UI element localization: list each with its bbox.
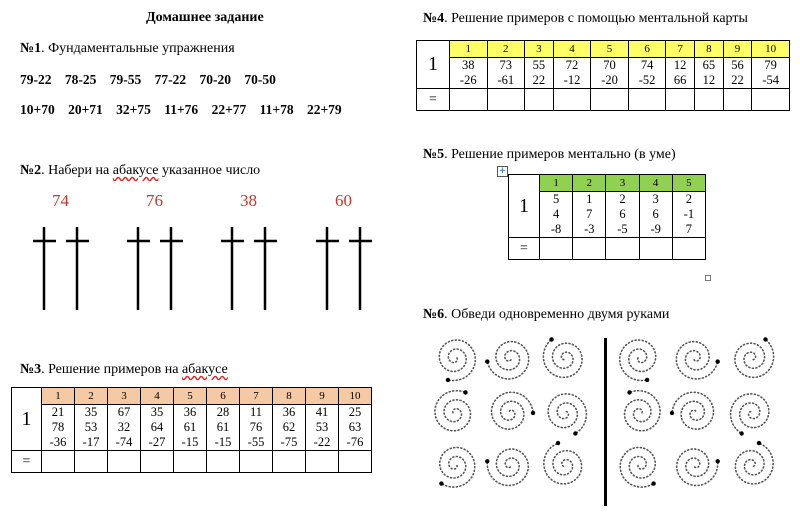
task5-number: №5 xyxy=(423,147,445,162)
operand: -74 xyxy=(115,435,133,449)
operand: 21 xyxy=(51,405,65,419)
operand: 70 xyxy=(603,58,616,72)
operand: -9 xyxy=(650,222,661,236)
dotted-spiral xyxy=(440,447,475,487)
column-header: 7 xyxy=(240,388,273,405)
operand: 5 xyxy=(552,192,560,206)
spiral-start-dot xyxy=(716,359,720,363)
operand: 73 xyxy=(499,58,513,72)
column-header: 1 xyxy=(42,388,75,405)
target-number: 38 xyxy=(240,191,257,210)
spiral-start-dot xyxy=(439,481,443,485)
target-number: 76 xyxy=(146,191,163,210)
spiral-start-dot xyxy=(549,337,553,341)
task3-text-underlined: абакусе xyxy=(181,362,228,377)
task2-text-end: указанное число xyxy=(158,163,261,178)
operand: 66 xyxy=(673,73,687,87)
operand: -8 xyxy=(550,222,562,236)
operand: -54 xyxy=(762,73,779,87)
operand: 4 xyxy=(552,207,560,221)
operand: 2 xyxy=(685,192,692,206)
column-header: 6 xyxy=(628,41,666,58)
operand: -3 xyxy=(584,222,595,236)
column-header: 2 xyxy=(573,175,606,192)
task5-text: . Решение примеров ментально (в уме) xyxy=(444,147,676,162)
task3-text: . Решение примеров на xyxy=(41,362,182,377)
operand: 79 xyxy=(764,58,777,72)
column-header: 9 xyxy=(306,388,339,405)
dotted-spiral xyxy=(677,449,718,486)
operand: -15 xyxy=(214,435,232,449)
expression: 78-25 xyxy=(64,72,97,87)
operand: 53 xyxy=(84,420,98,434)
operand: -55 xyxy=(247,435,265,449)
column-header: 3 xyxy=(525,41,554,58)
dotted-spiral xyxy=(731,394,769,434)
spiral-start-dot xyxy=(573,431,577,435)
operand: -36 xyxy=(49,435,67,449)
dotted-spiral xyxy=(548,394,586,434)
column-header: 2 xyxy=(487,41,525,58)
operand: -5 xyxy=(617,222,628,236)
spiral-start-dot xyxy=(757,441,761,445)
column-header: 7 xyxy=(666,41,695,58)
spiral-start-dot xyxy=(645,378,649,382)
dotted-spiral xyxy=(435,391,471,431)
equals-label: = xyxy=(12,451,42,473)
column-header: 1 xyxy=(450,41,488,58)
row-label: 1 xyxy=(12,388,42,451)
spiral-start-dot xyxy=(739,431,743,435)
expression: 11+76 xyxy=(164,102,199,117)
task4-number: №4 xyxy=(423,11,445,26)
column-header: 5 xyxy=(672,175,705,192)
operand: -27 xyxy=(148,435,166,449)
dotted-spiral xyxy=(625,391,661,431)
column-header: 10 xyxy=(339,388,372,405)
dotted-spiral xyxy=(620,340,656,381)
spiral-start-dot xyxy=(446,378,450,382)
dotted-spiral xyxy=(672,392,714,429)
expression: 32+75 xyxy=(116,102,151,117)
task1-number: №1 xyxy=(20,41,42,56)
page-title: Домашнее задание xyxy=(146,10,264,25)
column-header: 8 xyxy=(695,41,724,58)
operand: 61 xyxy=(216,420,230,434)
column-header: 6 xyxy=(207,388,240,405)
operand: -75 xyxy=(280,435,298,449)
spiral-start-dot xyxy=(627,390,631,394)
expression: 77-22 xyxy=(154,72,187,87)
equals-label: = xyxy=(417,89,450,111)
expression: 22+77 xyxy=(211,102,247,117)
task2-number: №2 xyxy=(20,163,42,178)
operand: 65 xyxy=(702,58,716,72)
row-label: 1 xyxy=(417,41,450,89)
spiral-start-dot xyxy=(556,441,560,445)
spiral-start-dot xyxy=(463,390,467,394)
operand: 35 xyxy=(150,405,164,419)
operand: 22 xyxy=(731,73,744,87)
spiral-start-dot xyxy=(716,459,720,463)
column-header: 5 xyxy=(174,388,207,405)
spiral-start-dot xyxy=(531,411,535,415)
expression: 22+79 xyxy=(306,102,342,117)
column-header: 4 xyxy=(141,388,174,405)
expression: 70-20 xyxy=(199,72,231,87)
expression: 70-50 xyxy=(244,72,276,87)
operand: 1 xyxy=(586,192,593,206)
operand: 28 xyxy=(216,405,230,419)
dotted-spiral xyxy=(492,392,534,429)
expression: 11+78 xyxy=(259,102,294,117)
column-header: 4 xyxy=(553,41,591,58)
operand: 22 xyxy=(532,73,546,87)
operand: 56 xyxy=(731,58,744,72)
column-header: 2 xyxy=(75,388,108,405)
operand: -20 xyxy=(601,73,618,87)
operand: 64 xyxy=(150,420,164,434)
column-header: 10 xyxy=(752,41,790,58)
target-number: 60 xyxy=(335,191,352,210)
task2-text: . Набери на xyxy=(41,163,113,178)
column-header: 5 xyxy=(591,41,629,58)
dotted-spiral xyxy=(735,339,774,377)
dotted-spiral xyxy=(676,342,717,379)
dotted-spiral xyxy=(543,339,582,377)
operand: 36 xyxy=(183,405,197,419)
equals-label: = xyxy=(509,238,540,260)
task3-number: №3 xyxy=(20,362,42,377)
operand: 63 xyxy=(348,420,362,434)
spiral-start-dot xyxy=(485,359,489,363)
operand: 7 xyxy=(586,207,593,221)
operand: 32 xyxy=(117,420,131,434)
vertical-divider xyxy=(604,338,607,506)
expression: 20+71 xyxy=(68,102,103,117)
operand: 25 xyxy=(348,405,362,419)
operand: -76 xyxy=(346,435,364,449)
operand: 11 xyxy=(249,405,263,419)
column-header: 8 xyxy=(273,388,306,405)
dotted-spiral xyxy=(735,443,773,484)
operand: 7 xyxy=(685,222,692,236)
column-header: 1 xyxy=(540,175,573,192)
spiral-start-dot xyxy=(670,411,674,415)
operand: 55 xyxy=(532,58,546,72)
dotted-spiral xyxy=(487,449,528,486)
operand: 74 xyxy=(640,58,654,72)
operand: -26 xyxy=(459,73,477,87)
operand: 2 xyxy=(619,192,626,206)
operand: -22 xyxy=(313,435,331,449)
operand: 12 xyxy=(673,58,687,72)
operand: 38 xyxy=(462,58,475,72)
row-label: 1 xyxy=(509,175,540,238)
task6-number: №6 xyxy=(423,307,445,322)
task4-text: . Решение примеров с помощью ментальной карты xyxy=(444,11,748,26)
operand: 36 xyxy=(282,405,296,419)
spiral-start-dot xyxy=(763,337,767,341)
dotted-spiral xyxy=(439,340,475,381)
operand: 72 xyxy=(565,58,579,72)
column-header: 3 xyxy=(606,175,639,192)
operand: 62 xyxy=(282,420,296,434)
table-move-handle-icon[interactable]: + xyxy=(498,166,507,176)
operand: 41 xyxy=(315,405,329,419)
operand: 61 xyxy=(183,420,197,434)
spiral-start-dot xyxy=(485,459,489,463)
dotted-spiral xyxy=(487,342,528,379)
operand: 78 xyxy=(51,420,65,434)
dotted-spiral xyxy=(620,447,655,487)
column-header: 3 xyxy=(108,388,141,405)
operand: 53 xyxy=(315,420,329,434)
operand: 67 xyxy=(117,405,131,419)
operand: 76 xyxy=(249,420,263,434)
operand: -17 xyxy=(82,435,100,449)
operand: 12 xyxy=(702,73,716,87)
expression: 79-55 xyxy=(109,72,142,87)
operand: -61 xyxy=(497,73,515,87)
operand: 6 xyxy=(619,207,626,221)
task2-text-underlined: абакусе xyxy=(112,163,159,178)
operand: -52 xyxy=(638,73,656,87)
expression: 79-22 xyxy=(20,72,52,87)
operand: 6 xyxy=(652,207,659,221)
operand: -1 xyxy=(683,207,695,221)
dotted-spiral xyxy=(544,443,582,484)
operand: -12 xyxy=(563,73,581,87)
operand: 3 xyxy=(652,192,659,206)
operand: -15 xyxy=(181,435,199,449)
target-number: 74 xyxy=(52,191,69,210)
spiral-start-dot xyxy=(651,481,655,485)
task6-text: . Обведи одновременно двумя руками xyxy=(444,307,670,322)
expression: 10+70 xyxy=(20,102,55,117)
operand: 35 xyxy=(84,405,98,419)
column-header: 4 xyxy=(639,175,672,192)
column-header: 9 xyxy=(723,41,752,58)
task1-text: . Фундаментальные упражнения xyxy=(41,41,235,56)
